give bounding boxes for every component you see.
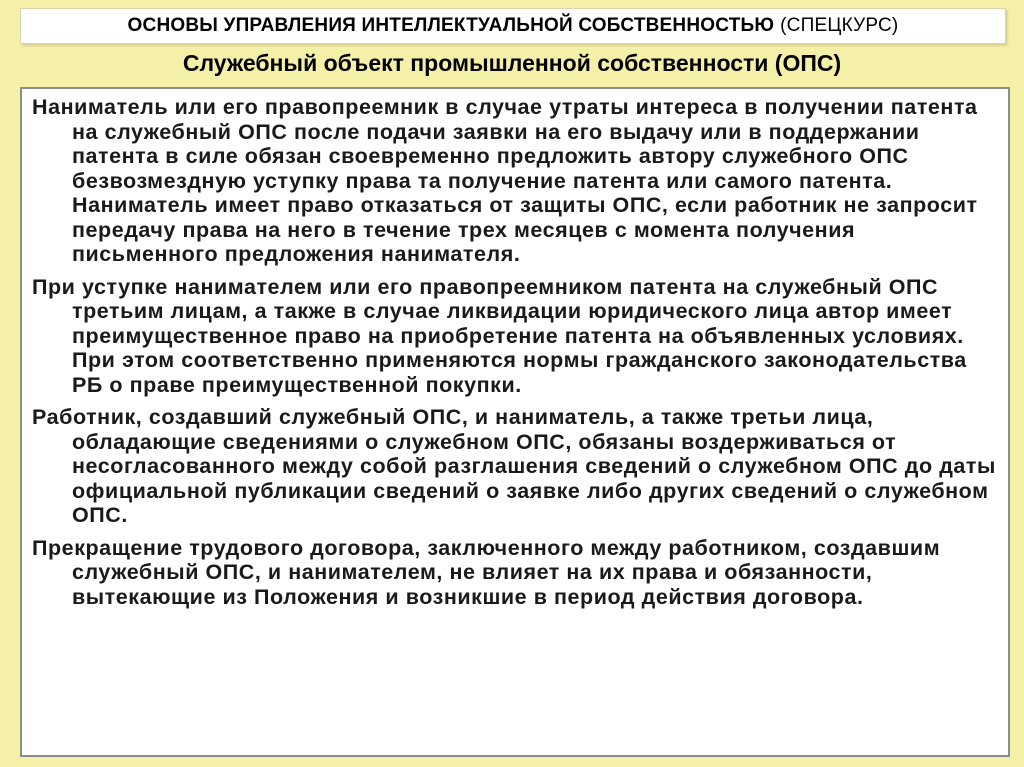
course-title-suffix: (СПЕЦКУРС): [780, 15, 899, 36]
course-title-banner: [20, 8, 1006, 44]
paragraph-list: [32, 95, 998, 617]
content-panel: [20, 87, 1010, 757]
paragraph-4: Прекращение трудового договора, заключенного между работником, создавшим служебный ОПС, и нанимателем, не влияет на их права и обязанности, вытекающие из Положения и возникшие в период действия договора.: [32, 535, 941, 609]
paragraph-2: При уступке нанимателем или его правопреемником патента на служебный ОПС третьим лицам, а также в случае ликвидации юридического лица автор имеет преимущественное право на приобретение патента на объявленных условиях. При этом соответственно применяются нормы гражданского законодательства РБ о праве преимущественной покупки.: [32, 274, 967, 397]
paragraph-3: Работник, создавший служебный ОПС, и наниматель, а также третьи лица, обладающие сведениями о служебном ОПС, обязаны воздерживаться от несогласованного между собой разглашения сведений о служебном ОПС до даты официальной публикации сведений о заявке либо других сведений о служебном ОПС.: [32, 405, 996, 527]
slide-subtitle: Служебный объект промышленной собственности (ОПС): [182, 50, 842, 76]
course-title: ОСНОВЫ УПРАВЛЕНИЯ ИНТЕЛЛЕКТУАЛЬНОЙ СОБСТВЕННОСТЬЮ: [127, 15, 775, 36]
paragraph-1: Наниматель или его правопреемник в случае утраты интереса в получении патента на служебный ОПС после подачи заявки на его выдачу или в поддержании патента в силе обязан своевременно предложить автору служебного ОПС безвозмездную уступку права та получение патента или самого патента. Наниматель имеет право отказаться от защиты ОПС, если работник не запросит передачу права на него в течение трех месяцев с момента получения письменного предложения нанимателя.: [32, 95, 978, 266]
